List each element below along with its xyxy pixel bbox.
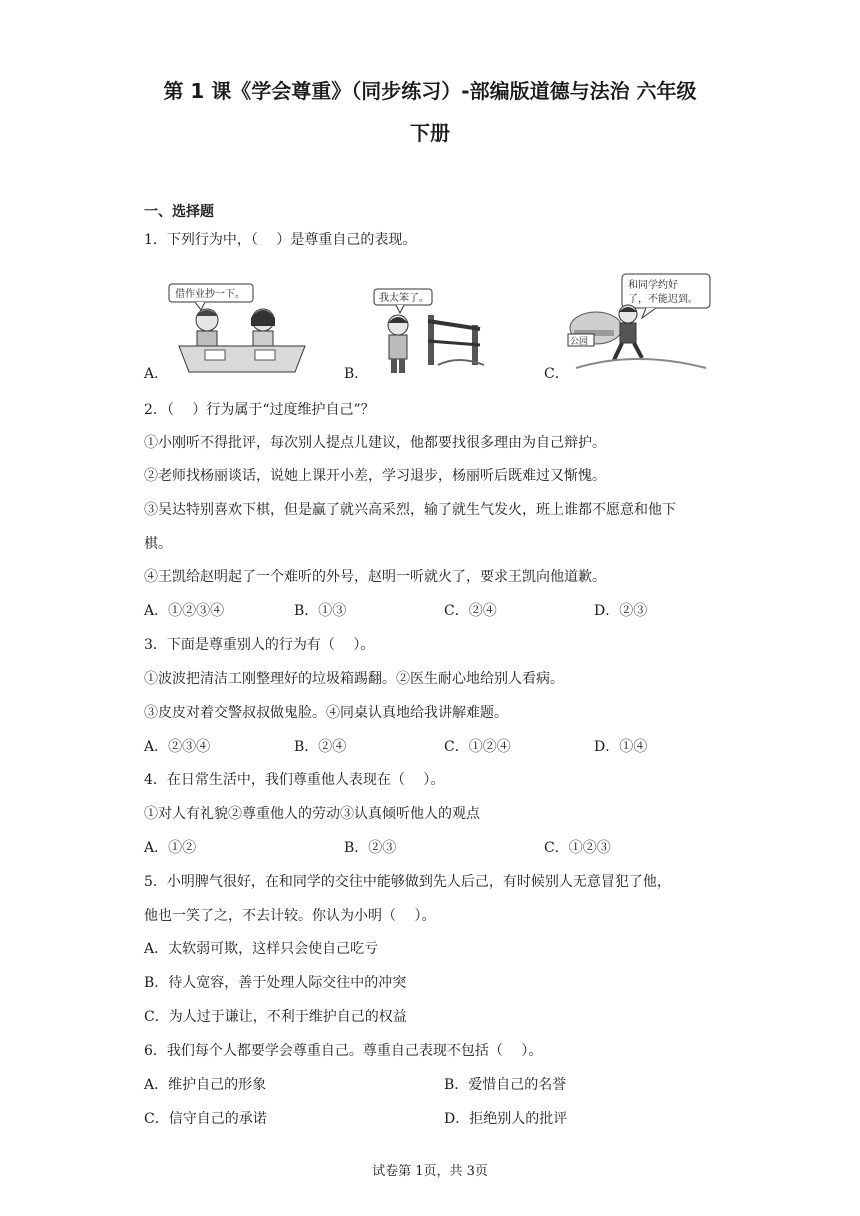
q1-option-c-label: C． — [544, 366, 569, 382]
q6-option-a: A．维护自己的形象 — [144, 1077, 267, 1093]
q6-option-c: C．信守自己的承诺 — [144, 1111, 267, 1127]
q2-statement-2: ②老师找杨丽谈话，说她上课开小差，学习退步，杨丽听后既难过又惭愧。 — [144, 468, 606, 484]
q2-option-a: A．①②③④ — [144, 603, 225, 619]
q3-option-b: B．②④ — [294, 739, 347, 755]
q2-statement-3a: ③吴达特别喜欢下棋，但是赢了就兴高采烈，输了就生气发火，班上谁都不愿意和他下 — [144, 502, 676, 518]
q1-option-b-label: B． — [344, 366, 369, 382]
q5-stem-line2: 他也一笑了之，不去计较。你认为小明（ ）。 — [144, 908, 436, 924]
q6-option-b: B．爱惜自己的名誉 — [444, 1077, 567, 1093]
page-footer: 试卷第 1页，共 3页 — [372, 1164, 488, 1179]
q1-option-a-label: A． — [144, 366, 169, 382]
q5-option-b: B．待人宽容，善于处理人际交往中的冲突 — [144, 975, 407, 991]
q1-illustration-c — [566, 272, 714, 372]
q6-option-d: D．拒绝别人的批评 — [444, 1111, 568, 1127]
doc-title-line1: 第 1 课《学会尊重》（同步练习）-部编版道德与法治 六年级 — [163, 79, 697, 103]
q5-option-c: C．为人过于谦让，不利于维护自己的权益 — [144, 1009, 407, 1025]
q4-option-a: A．①② — [144, 840, 197, 856]
q2-option-b: B．①③ — [294, 603, 347, 619]
q2-option-d: D．②③ — [594, 603, 648, 619]
q1-sign-c-text: 公园 — [570, 337, 589, 347]
q3-option-d: D．①④ — [594, 739, 648, 755]
q1-illustration-a — [165, 280, 325, 380]
q3-statement-2: ③皮皮对着交警叔叔做鬼脸。④同桌认真地给我讲解难题。 — [144, 705, 508, 721]
q5-stem-line1: 5．小明脾气很好，在和同学的交往中能够做到先人后己，有时候别人无意冒犯了他， — [144, 874, 671, 890]
q2-stem: 2．（ ）行为属于“过度维护自己”？ — [144, 402, 375, 418]
q2-statement-4: ④王凯给赵明起了一个难听的外号，赵明一听就火了，要求王凯向他道歉。 — [144, 569, 606, 585]
q4-option-c: C．①②③ — [544, 840, 611, 856]
q1-bubble-c-text1: 和同学约好 — [628, 280, 678, 291]
q6-stem: 6．我们每个人都要学会尊重自己。尊重自己表现不包括（ ）。 — [144, 1043, 543, 1059]
q1-stem: 1．下列行为中，（ ）是尊重自己的表现。 — [144, 232, 417, 248]
q3-option-c: C．①②④ — [444, 739, 511, 755]
q1-bubble-c-text2: 了，不能迟到。 — [628, 294, 698, 305]
q4-stem: 4．在日常生活中，我们尊重他人表现在（ ）。 — [144, 772, 445, 788]
q2-option-c: C．②④ — [444, 603, 497, 619]
q5-option-a: A．太软弱可欺，这样只会使自己吃亏 — [144, 941, 379, 957]
q1-bubble-a-text: 借作业抄一下。 — [175, 289, 245, 300]
q2-statement-3b: 棋。 — [144, 536, 172, 552]
q4-statement-1: ①对人有礼貌②尊重他人的劳动③认真倾听他人的观点 — [144, 806, 480, 822]
doc-title-line2: 下册 — [410, 121, 450, 145]
section-heading: 一、选择题 — [144, 204, 214, 220]
q3-option-a: A．②③④ — [144, 739, 211, 755]
q3-statement-1: ①波波把清洁工刚整理好的垃圾箱踢翻。②医生耐心地给别人看病。 — [144, 671, 564, 687]
q1-illustration-b — [368, 285, 496, 375]
q4-option-b: B．②③ — [344, 840, 397, 856]
q2-statement-1: ①小刚听不得批评，每次别人提点儿建议，他都要找很多理由为自己辩护。 — [144, 435, 606, 451]
q1-bubble-b-text: 我太笨了。 — [379, 293, 429, 304]
q3-stem: 3．下面是尊重别人的行为有（ ）。 — [144, 637, 375, 653]
